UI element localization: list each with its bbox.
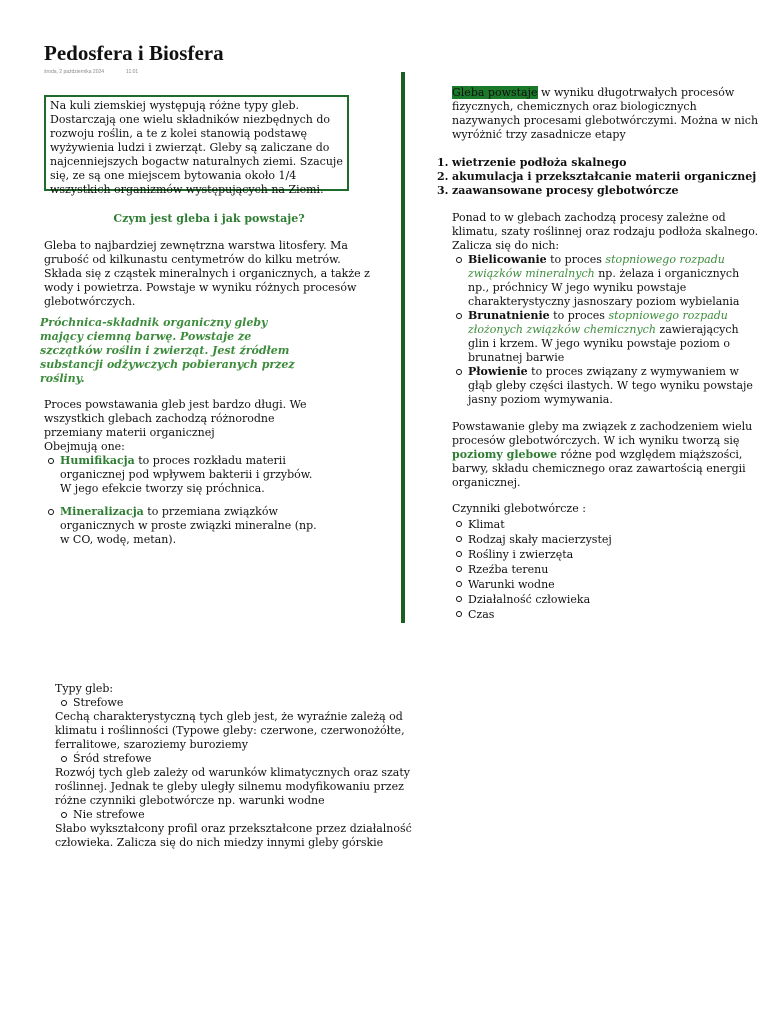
process-intro: Proces powstawania gleb jest bardzo długi. We wszystkich glebach zachodzą różnorodne przemiany materii organicznej — [44, 398, 307, 439]
soil-type-item: Śród strefowe — [55, 752, 420, 766]
intro-box — [44, 95, 349, 196]
stages-list — [437, 156, 764, 198]
list-item: Mineralizacja to przemiana związków organicznych w proste związki mineralne (np. w CO, wodę, metan). — [60, 505, 325, 547]
list-item: Rodzaj skały macierzystej — [468, 532, 758, 547]
soil-type-item: Strefowe — [55, 696, 420, 710]
page-title: Pedosfera i Biosfera — [44, 41, 224, 65]
soil-types-title: Typy gleb: — [55, 682, 114, 695]
right-p3: Powstawanie gleby ma związek z zachodzeniem wielu procesów glebotwórczych. W ich wyniku tworzą się poziomy glebowe różne pod względem miąższości, barwy, składu chemicznego oraz zawartością energii organicznej. — [452, 420, 753, 489]
list-item: Działalność człowieka — [468, 592, 758, 607]
czynniki-title: Czynniki glebotwórcze : — [452, 502, 586, 515]
list-item: 2. akumulacja i przekształcanie materii organicznej — [437, 170, 757, 183]
list-item: Rzeźba terenu — [468, 562, 758, 577]
list-item: Humifikacja to proces rozkładu materii organicznej pod wpływem bakterii i grzybów. W jego efekcie tworzy się próchnica. — [60, 454, 325, 496]
gleba-definition: Gleba to najbardziej zewnętrzna warstwa litosfery. Ma grubość od kilkunastu centymetrów do kilku metrów. Składa się z cząstek mineralnych i organicznych, a także z wody i powietrza. Powstaje w wyniku różnych procesów glebotwórczych. — [44, 239, 370, 308]
column-divider — [401, 72, 405, 623]
soil-type-desc: Słabo wykształcony profil oraz przekształcone przez działalność człowieka. Zalicza się do nich miedzy innymi gleby górskie — [55, 822, 412, 849]
list-item: Warunki wodne — [468, 577, 758, 592]
list-item: 3. zaawansowane procesy glebotwórcze — [437, 184, 679, 197]
soil-type-item: Nie strefowe — [55, 808, 420, 822]
soil-type-desc: Cechą charakterystyczną tych gleb jest, że wyraźnie zależą od klimatu i roślinności (Typowe gleby: czerwone, czerwonożółte, ferralitowe, szaroziemy buroziemy — [55, 710, 405, 751]
czynniki-list — [468, 517, 758, 622]
process-obejmuja: Obejmują one: — [44, 440, 125, 453]
highlight-gleba-powstaje: Gleba powstaje — [452, 86, 538, 99]
right-intro: Gleba powstaje w wyniku długotrwałych procesów fizycznych, chemicznych oraz biologicznych nazywanych procesami glebotwórczymi. Można w nich wyróżnić trzy zasadnicze etapy — [452, 86, 759, 141]
meta-time: 11:01 — [126, 69, 139, 75]
list-item: Bielicowanie to proces stopniowego rozpadu związków mineralnych np. żelaza i organicznych np., próchnicy W jego wyniku powstaje charakterystyczny jasnoszary poziom wybielania — [468, 253, 758, 309]
list-item: 1. wietrzenie podłoża skalnego — [437, 156, 627, 169]
page-meta — [44, 69, 160, 75]
list-item: Rośliny i zwierzęta — [468, 547, 758, 562]
section-heading: Czym jest gleba i jak powstaje? — [113, 212, 305, 225]
meta-date: środa, 2 października 2024 — [44, 69, 105, 75]
prochnica-note: Próchnica-składnik organiczny gleby mający ciemną barwę. Powstaje ze szczątków roślin i zwierząt. Jest źródłem substancji odżywczych pobieranych przez rośliny. — [40, 316, 295, 385]
list-item: Płowienie to proces związany z wymywaniem w głąb gleby części ilastych. W tego wyniku powstaje jasny poziom wymywania. — [468, 365, 758, 407]
list-item: Czas — [468, 607, 758, 622]
list-item: Brunatnienie to proces stopniowego rozpadu złożonych związków chemicznych zawierających glin i krzem. W jego wyniku powstaje poziom o brunatnej barwie — [468, 309, 758, 365]
process-list — [60, 454, 325, 547]
right-p2: Ponad to w glebach zachodzą procesy zależne od klimatu, szaty roślinnej oraz rodzaju podłoża skalnego. Zalicza się do nich: — [452, 211, 759, 252]
list-item: Klimat — [468, 517, 758, 532]
soil-types — [55, 682, 420, 850]
soil-process-list — [468, 253, 758, 407]
intro-text: Na kuli ziemskiej występują różne typy gleb. Dostarczają one wielu składników niezbędnych do rozwoju roślin, a te z kolei stanowią podstawę wyżywienia ludzi i zwierząt. Gleby są zaliczane do najcenniejszych bogactw naturalnych ziemi. Szacuje się, ze są one miejscem bytowania około 1/4 wszystkich organizmów występujących na Ziemi. — [50, 99, 343, 196]
soil-type-desc: Rozwój tych gleb zależy od warunków klimatycznych oraz szaty roślinnej. Jednak te gleby uległy silnemu modyfikowaniu przez różne czynniki glebotwórcze np. warunki wodne — [55, 766, 410, 807]
